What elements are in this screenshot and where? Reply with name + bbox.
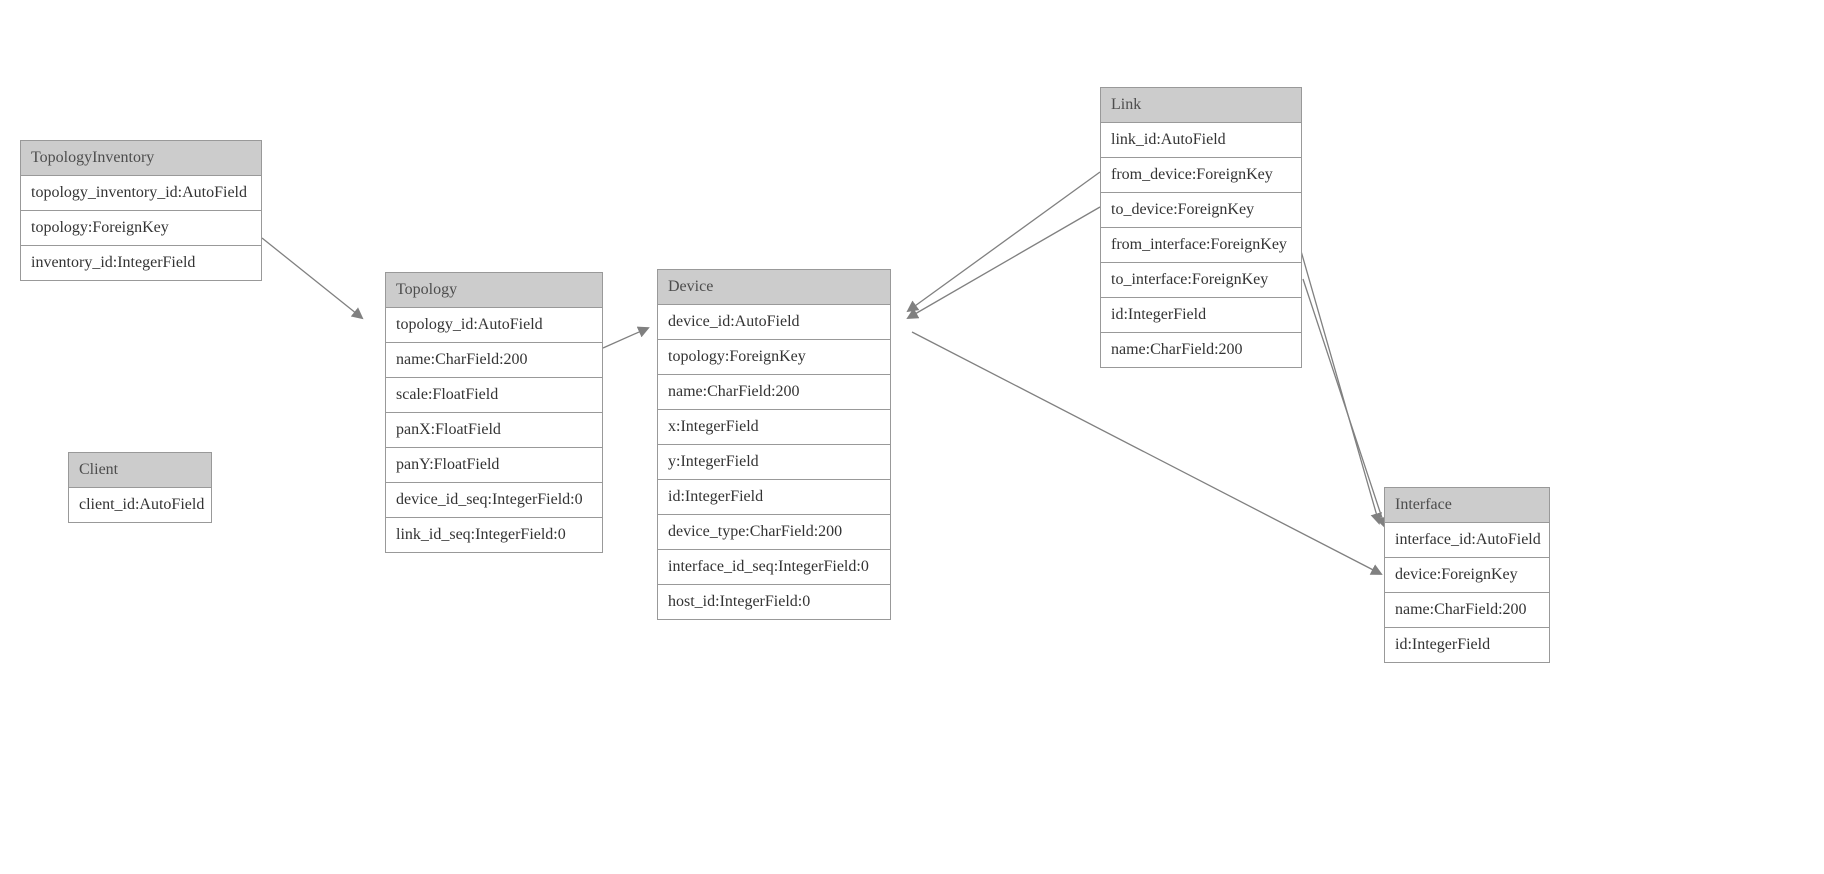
edge-topologyinventory-topology — [262, 238, 362, 318]
edge-link-device-from — [908, 172, 1100, 311]
edge-topology-device — [603, 328, 648, 348]
entity-field: device_type:CharField:200 — [658, 515, 890, 550]
entity-field: name:CharField:200 — [658, 375, 890, 410]
entity-field: interface_id_seq:IntegerField:0 — [658, 550, 890, 585]
entity-field: device:ForeignKey — [1385, 558, 1549, 593]
entity-topologyinventory[interactable] — [20, 140, 262, 281]
entity-field: from_interface:ForeignKey — [1101, 228, 1301, 263]
entity-field: topology:ForeignKey — [21, 211, 261, 246]
entity-field: panY:FloatField — [386, 448, 602, 483]
entity-field: id:IntegerField — [1101, 298, 1301, 333]
entity-field: client_id:AutoField — [69, 488, 211, 522]
edge-link-interface-from — [1299, 244, 1379, 523]
entity-field: interface_id:AutoField — [1385, 523, 1549, 558]
entity-field: name:CharField:200 — [1101, 333, 1301, 367]
entity-field: device_id_seq:IntegerField:0 — [386, 483, 602, 518]
entity-interface[interactable] — [1384, 487, 1550, 663]
edge-device-interface — [912, 332, 1381, 574]
entity-field: topology_inventory_id:AutoField — [21, 176, 261, 211]
entity-title: Client — [69, 453, 211, 488]
entity-field: to_device:ForeignKey — [1101, 193, 1301, 228]
entity-field: from_device:ForeignKey — [1101, 158, 1301, 193]
entity-link[interactable] — [1100, 87, 1302, 368]
entity-field: inventory_id:IntegerField — [21, 246, 261, 280]
entity-field: id:IntegerField — [658, 480, 890, 515]
entity-field: name:CharField:200 — [1385, 593, 1549, 628]
entity-field: to_interface:ForeignKey — [1101, 263, 1301, 298]
entity-field: id:IntegerField — [1385, 628, 1549, 662]
entity-title: Interface — [1385, 488, 1549, 523]
entity-title: Topology — [386, 273, 602, 308]
entity-field: topology_id:AutoField — [386, 308, 602, 343]
entity-field: x:IntegerField — [658, 410, 890, 445]
entity-field: scale:FloatField — [386, 378, 602, 413]
entity-field: link_id_seq:IntegerField:0 — [386, 518, 602, 552]
entity-field: host_id:IntegerField:0 — [658, 585, 890, 619]
entity-field: link_id:AutoField — [1101, 123, 1301, 158]
entity-field: name:CharField:200 — [386, 343, 602, 378]
entity-client[interactable] — [68, 452, 212, 523]
edge-link-interface-to — [1303, 279, 1385, 527]
entity-title: Device — [658, 270, 890, 305]
entity-field: topology:ForeignKey — [658, 340, 890, 375]
entity-field: panX:FloatField — [386, 413, 602, 448]
entity-field: device_id:AutoField — [658, 305, 890, 340]
entity-device[interactable] — [657, 269, 891, 620]
edge-link-device-to — [908, 207, 1100, 318]
entity-topology[interactable] — [385, 272, 603, 553]
entity-title: Link — [1101, 88, 1301, 123]
entity-field: y:IntegerField — [658, 445, 890, 480]
entity-title: TopologyInventory — [21, 141, 261, 176]
